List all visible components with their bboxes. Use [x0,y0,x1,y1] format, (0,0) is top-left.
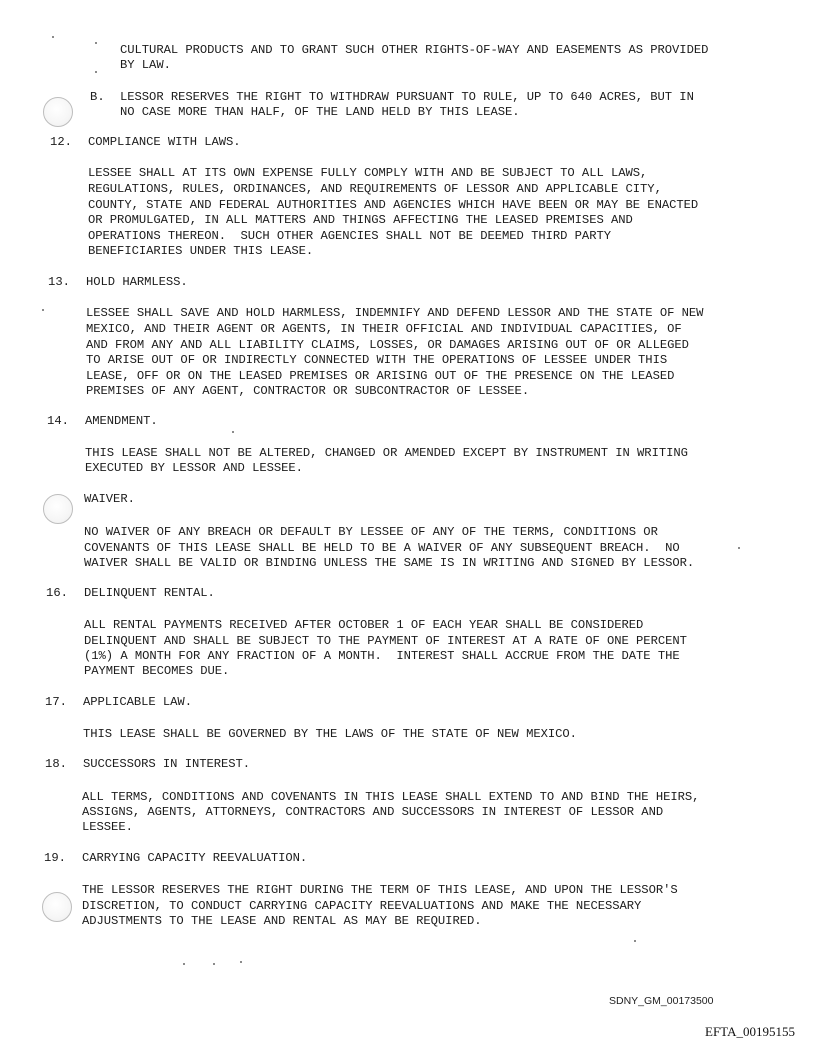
body-text-line: LESSEE SHALL SAVE AND HOLD HARMLESS, INDEMNIFY AND DEFEND LESSOR AND THE STATE OF NEW [86,306,704,320]
efta-number: EFTA_00195155 [705,1024,795,1039]
section-heading: DELINQUENT RENTAL. [84,586,215,600]
section-number: 17. [45,695,67,709]
section-heading: APPLICABLE LAW. [83,695,192,709]
body-text-line: LESSEE SHALL AT ITS OWN EXPENSE FULLY COMPLY WITH AND BE SUBJECT TO ALL LAWS, [88,166,648,180]
section-number: 16. [46,586,68,600]
section-heading: COMPLIANCE WITH LAWS. [88,135,241,149]
hole-punch-bottom [42,892,72,922]
body-text-line: WAIVER SHALL BE VALID OR BINDING UNLESS THE SAME IS IN WRITING AND SIGNED BY LESSOR. [84,556,695,570]
body-text-line: LESSEE. [82,820,133,834]
body-text-line: BENEFICIARIES UNDER THIS LEASE. [88,244,314,258]
hole-punch-top [43,97,73,127]
section-number: 13. [48,275,70,289]
body-text-line: THE LESSOR RESERVES THE RIGHT DURING THE TERM OF THIS LEASE, AND UPON THE LESSOR'S [82,883,678,897]
body-text-line: COVENANTS OF THIS LEASE SHALL BE HELD TO BE A WAIVER OF ANY SUBSEQUENT BREACH. NO [84,541,680,555]
body-text-line: ASSIGNS, AGENTS, ATTORNEYS, CONTRACTORS AND SUCCESSORS IN INTEREST OF LESSOR AND [82,805,664,819]
body-text-line: NO CASE MORE THAN HALF, OF THE LAND HELD BY THIS LEASE. [120,105,520,119]
section-number: 12. [50,135,72,149]
bates-number: SDNY_GM_00173500 [609,995,714,1007]
body-text-line: THIS LEASE SHALL NOT BE ALTERED, CHANGED OR AMENDED EXCEPT BY INSTRUMENT IN WRITING [85,446,688,460]
body-text-line: CULTURAL PRODUCTS AND TO GRANT SUCH OTHER RIGHTS-OF-WAY AND EASEMENTS AS PROVIDED [120,43,709,57]
body-text-line: THIS LEASE SHALL BE GOVERNED BY THE LAWS OF THE STATE OF NEW MEXICO. [83,727,577,741]
scan-speck [634,940,636,942]
section-heading: WAIVER. [84,492,135,506]
scan-speck [213,963,215,965]
body-text-line: ADJUSTMENTS TO THE LEASE AND RENTAL AS MAY BE REQUIRED. [82,914,482,928]
scan-speck [95,42,97,44]
body-text-line: LEASE, OFF OR ON THE LEASED PREMISES OR ARISING OUT OF THE PRESENCE ON THE LEASED [86,369,675,383]
section-heading: SUCCESSORS IN INTEREST. [83,757,251,771]
body-text-line: LESSOR RESERVES THE RIGHT TO WITHDRAW PURSUANT TO RULE, UP TO 640 ACRES, BUT IN [120,90,694,104]
body-text-line: PAYMENT BECOMES DUE. [84,664,230,678]
scan-speck [52,36,54,38]
body-text-line: OPERATIONS THEREON. SUCH OTHER AGENCIES SHALL NOT BE DEEMED THIRD PARTY [88,229,611,243]
scan-speck [95,71,97,73]
section-number: 14. [47,414,69,428]
body-text-line: MEXICO, AND THEIR AGENT OR AGENTS, IN THEIR OFFICIAL AND INDIVIDUAL CAPACITIES, OF [86,322,682,336]
body-text-line: REGULATIONS, RULES, ORDINANCES, AND REQUIREMENTS OF LESSOR AND APPLICABLE CITY, [88,182,662,196]
body-text-line: TO ARISE OUT OF OR INDIRECTLY CONNECTED WITH THE OPERATIONS OF LESSEE UNDER THIS [86,353,668,367]
body-text-line: ALL RENTAL PAYMENTS RECEIVED AFTER OCTOBER 1 OF EACH YEAR SHALL BE CONSIDERED [84,618,644,632]
section-number: 18. [45,757,67,771]
item-label: B. [90,90,105,104]
body-text-line: DISCRETION, TO CONDUCT CARRYING CAPACITY REEVALUATIONS AND MAKE THE NECESSARY [82,899,642,913]
body-text-line: AND FROM ANY AND ALL LIABILITY CLAIMS, LOSSES, OR DAMAGES ARISING OUT OF OR ALLEGED [86,338,689,352]
scan-speck [183,963,185,965]
body-text-line: EXECUTED BY LESSOR AND LESSEE. [85,461,303,475]
body-text-line: PREMISES OF ANY AGENT, CONTRACTOR OR SUBCONTRACTOR OF LESSEE. [86,384,530,398]
scan-speck [738,547,740,549]
body-text-line: COUNTY, STATE AND FEDERAL AUTHORITIES AND AGENCIES WHICH HAVE BEEN OR MAY BE ENACTED [88,198,699,212]
section-heading: CARRYING CAPACITY REEVALUATION. [82,851,308,865]
scan-speck [232,431,234,433]
section-number: 19. [44,851,66,865]
section-heading: HOLD HARMLESS. [86,275,188,289]
body-text-line: OR PROMULGATED, IN ALL MATTERS AND THINGS AFFECTING THE LEASED PREMISES AND [88,213,633,227]
body-text-line: NO WAIVER OF ANY BREACH OR DEFAULT BY LESSEE OF ANY OF THE TERMS, CONDITIONS OR [84,525,658,539]
scan-speck [240,961,242,963]
body-text-line: (1%) A MONTH FOR ANY FRACTION OF A MONTH. INTEREST SHALL ACCRUE FROM THE DATE THE [84,649,680,663]
body-text-line: DELINQUENT AND SHALL BE SUBJECT TO THE PAYMENT OF INTEREST AT A RATE OF ONE PERCENT [84,634,687,648]
body-text-line: ALL TERMS, CONDITIONS AND COVENANTS IN THIS LEASE SHALL EXTEND TO AND BIND THE HEIRS, [82,790,700,804]
body-text-line: BY LAW. [120,58,171,72]
hole-punch-middle [43,494,73,524]
section-heading: AMENDMENT. [85,414,158,428]
scan-speck [42,309,44,311]
